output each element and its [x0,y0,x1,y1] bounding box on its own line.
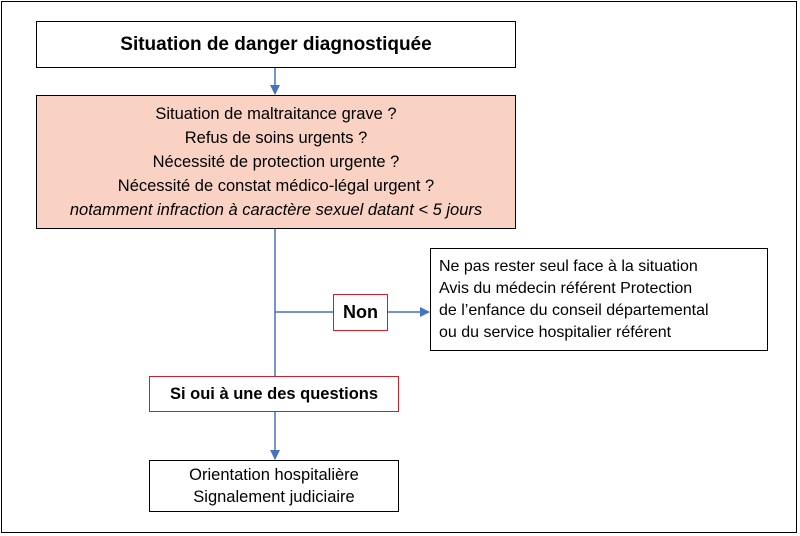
question-line: Situation de maltraitance grave ? [155,105,397,123]
orientation-line: Signalement judiciaire [193,488,355,506]
oui-label-box [149,376,399,412]
oui-label: Si oui à une des questions [169,384,379,403]
question-note: notamment infraction à caractère sexuel datant < 5 jours [69,201,483,219]
advice-line: ou du service hospitalier référent [439,323,672,341]
question-line: Nécessité de protection urgente ? [152,153,400,171]
question-line: Refus de soins urgents ? [184,129,368,147]
advice-line: de l’enfance du conseil départemental [439,301,709,319]
advice-line: Avis du médecin référent Protection [439,279,693,297]
question-line: Nécessité de constat médico-légal urgent ? [117,177,435,195]
non-label-box [333,294,388,331]
urgent-questions-box [36,95,516,229]
orientation-box [149,460,399,512]
danger-diagnosed-box [36,21,516,68]
orientation-line: Orientation hospitalière [189,466,359,484]
advice-box [430,248,768,351]
danger-diagnosed-text: Situation de danger diagnostiquée [120,33,432,55]
non-label: Non [343,302,378,322]
advice-line: Ne pas rester seul face à la situation [439,257,698,275]
